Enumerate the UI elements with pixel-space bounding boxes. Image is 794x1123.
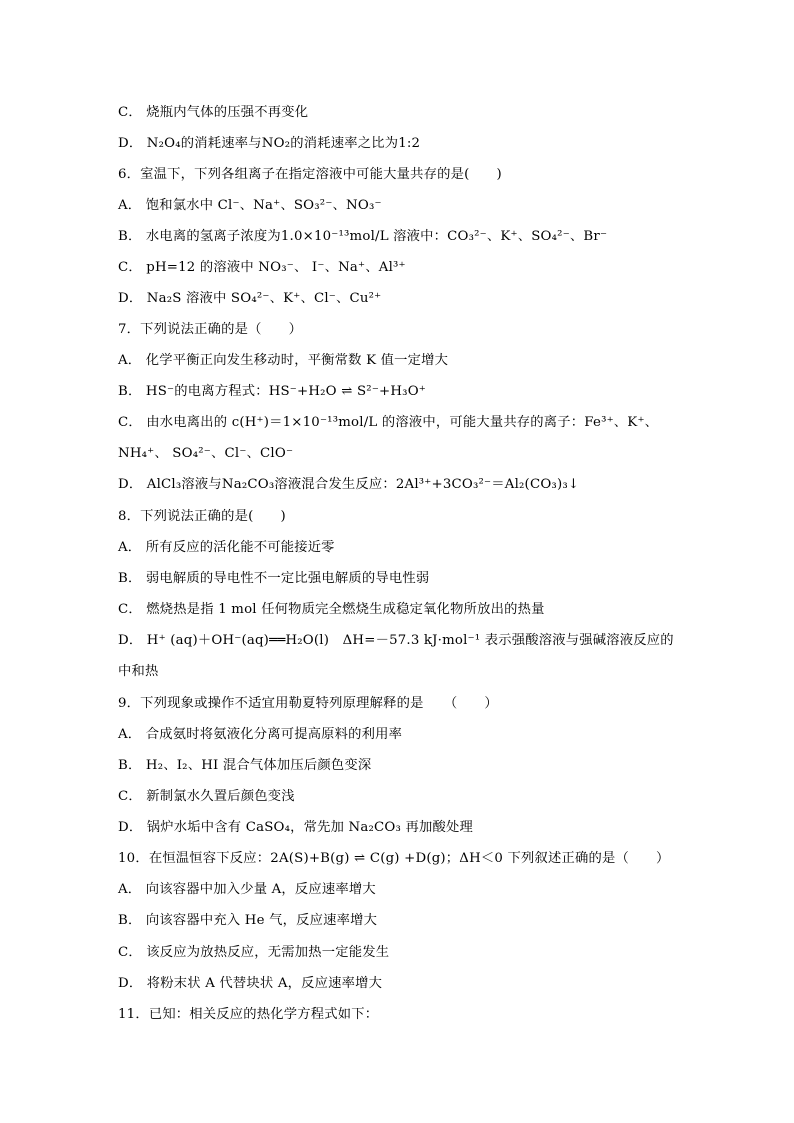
option-8d-continued: 中和热 xyxy=(118,664,159,679)
question-11: 11．已知：相关反应的热化学方程式如下： xyxy=(118,1007,379,1022)
question-10: 10．在恒温恒容下反应：2A(S)+B(g) ⇌ C(g) +D(g)；ΔH＜0 下列叙述正确的是（ ） xyxy=(118,851,670,866)
option-9b: B． H₂、I₂、HI 混合气体加压后颜色变深 xyxy=(118,758,372,773)
option-8d: D． H⁺ (aq)＋OH⁻(aq)══H₂O(l) ΔH=－57.3 kJ·mol⁻¹ 表示强酸溶液与强碱溶液反应的 xyxy=(118,633,674,648)
option-8b: B． 弱电解质的导电性不一定比强电解质的导电性弱 xyxy=(118,571,430,586)
option-9c: C． 新制氯水久置后颜色变浅 xyxy=(118,789,295,804)
option-7c-continued: NH₄⁺、 SO₄²⁻、Cl⁻、ClO⁻ xyxy=(118,446,294,461)
option-8a: A． 所有反应的活化能不可能接近零 xyxy=(118,540,335,555)
option-8c: C． 燃烧热是指 1 mol 任何物质完全燃烧生成稳定氧化物所放出的热量 xyxy=(118,602,545,617)
question-9: 9．下列现象或操作不适宜用勒夏特列原理解释的是 （ ） xyxy=(118,696,498,711)
option-9d: D． 锅炉水垢中含有 CaSO₄，常先加 Na₂CO₃ 再加酸处理 xyxy=(118,820,473,835)
option-5c: C． 烧瓶内气体的压强不再变化 xyxy=(118,105,309,120)
option-5d: D． N₂O₄的消耗速率与NO₂的消耗速率之比为1:2 xyxy=(118,136,421,151)
question-7: 7．下列说法正确的是（ ） xyxy=(118,322,303,337)
option-6c: C． pH=12 的溶液中 NO₃⁻、 I⁻、Na⁺、Al³⁺ xyxy=(118,260,406,275)
question-6: 6．室温下，下列各组离子在指定溶液中可能大量共存的是( ) xyxy=(118,167,502,182)
option-7a: A． 化学平衡正向发生移动时，平衡常数 K 值一定增大 xyxy=(118,353,449,368)
option-6b: B． 水电离的氢离子浓度为1.0×10⁻¹³mol/L 溶液中：CO₃²⁻、K⁺、SO₄²⁻、Br⁻ xyxy=(118,229,608,244)
option-6d: D． Na₂S 溶液中 SO₄²⁻、K⁺、Cl⁻、Cu²⁺ xyxy=(118,291,382,306)
option-10d: D． 将粉末状 A 代替块状 A，反应速率增大 xyxy=(118,976,383,991)
option-10a: A． 向该容器中加入少量 A，反应速率增大 xyxy=(118,882,376,897)
option-9a: A． 合成氨时将氨液化分离可提高原料的利用率 xyxy=(118,727,403,742)
option-6a: A． 饱和氯水中 Cl⁻、Na⁺、SO₃²⁻、NO₃⁻ xyxy=(118,198,382,213)
option-10c: C． 该反应为放热反应，无需加热一定能发生 xyxy=(118,945,390,960)
option-7d: D． AlCl₃溶液与Na₂CO₃溶液混合发生反应：2Al³⁺+3CO₃²⁻＝Al₂(CO₃)₃↓ xyxy=(118,477,580,492)
option-10b: B． 向该容器中充入 He 气，反应速率增大 xyxy=(118,913,378,928)
question-8: 8．下列说法正确的是( ) xyxy=(118,509,286,524)
option-7b: B． HS⁻的电离方程式：HS⁻+H₂O ⇌ S²⁻+H₃O⁺ xyxy=(118,384,427,399)
option-7c: C． 由水电离出的 c(H⁺)＝1×10⁻¹³mol/L 的溶液中，可能大量共存的离子：Fe³⁺、K⁺、 xyxy=(118,415,659,430)
